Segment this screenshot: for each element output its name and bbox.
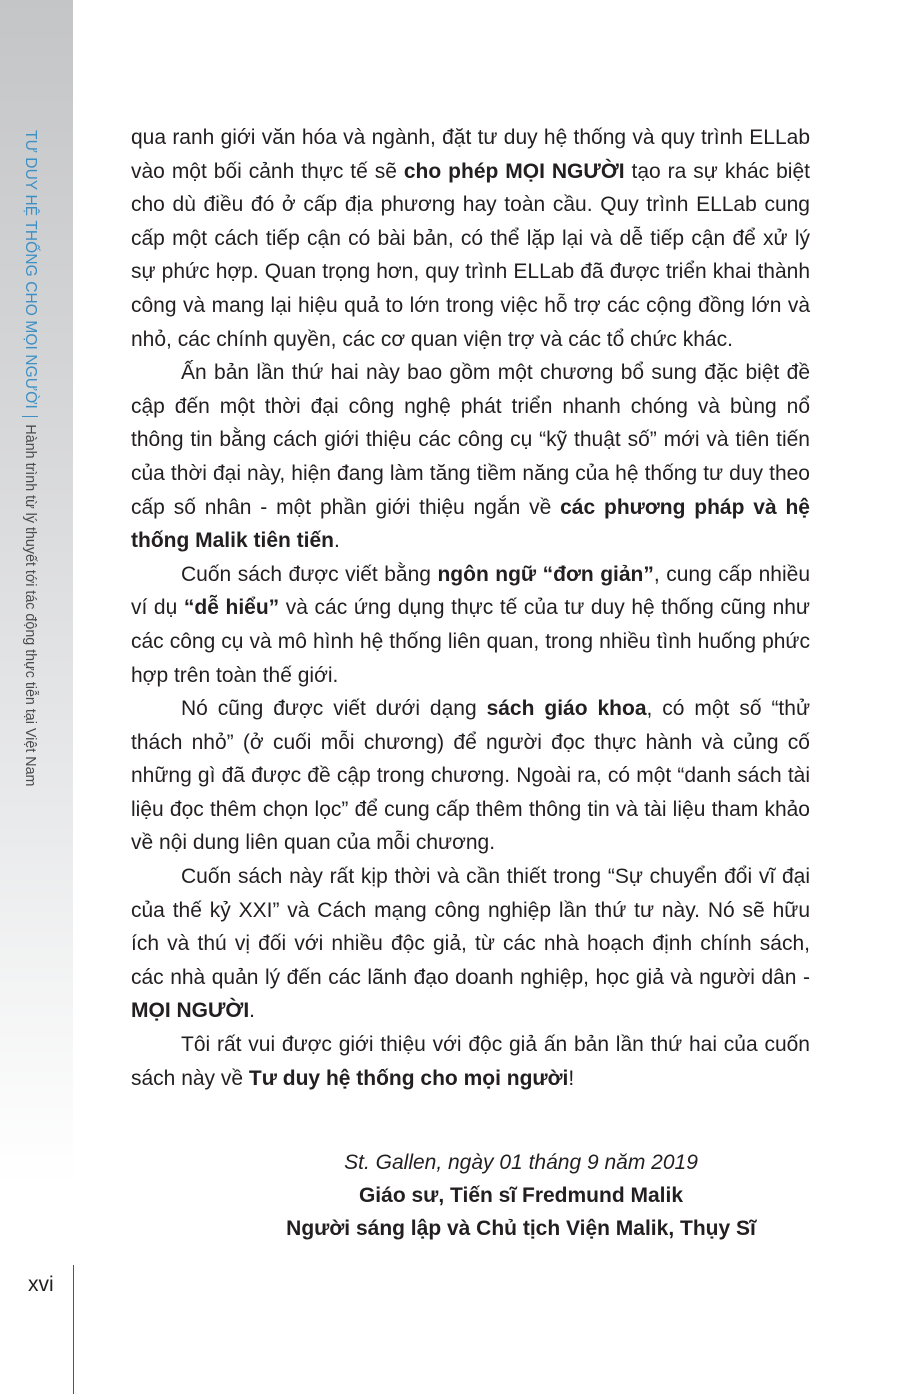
signature-role: Người sáng lập và Chủ tịch Viện Malik, Thụy Sĩ [286,1217,756,1240]
text-run: Nó cũng được viết dưới dạng [181,697,487,721]
bold-text: Tư duy hệ thống cho mọi người [248,1066,569,1090]
bold-text: “dễ hiểu” [183,596,280,620]
text-run: , cung cấp nhiều ví dụ [131,562,810,620]
running-head-separator [22,416,38,418]
margin-rule [73,1265,74,1394]
bold-text: các phương pháp và hệ thống Malik tiên tiến [131,495,810,553]
bold-text: ngôn ngữ “đơn giản” [437,562,654,586]
running-head [10,130,50,890]
text-run: ! [568,1066,575,1090]
signature-name: Giáo sư, Tiến sĩ Fredmund Malik [358,1184,684,1207]
paragraph [131,558,810,692]
text-run: . [249,999,256,1023]
text-run: Tôi rất vui được giới thiệu với độc giả ấn bản lần thứ hai của cuốn sách này về [131,1033,810,1090]
signature-place-date: St. Gallen, ngày 01 tháng 9 năm 2019 [344,1151,698,1174]
paragraph [131,121,810,356]
text-run: tạo ra sự khác biệt cho dù điều đó ở cấp địa phương hay toàn cầu. Quy trình ELLab cung cấp một cách tiếp cận có bài bản, có thể lặp lại và dễ tiếp cận để xử lý sự phức hợp. Quan trọng hơn, quy trình ELLab đã được triển khai thành công và mang lại hiệu quả to lớn trong việc hỗ trợ các cộng đồng lớn và nhỏ, các chính quyền, các cơ quan viện trợ và các tổ chức khác. [131,159,810,351]
text-run: . [334,529,340,553]
text-run: , có một số “thử thách nhỏ” (ở cuối mỗi chương) để người đọc thực hành và củng cố những gì đã được đề cập trong chương. Ngoài ra, có một “danh sách tài liệu đọc thêm chọn lọc” để cung cấp thêm thông tin và tài liệu tham khảo về nội dung liên quan của mỗi chương. [131,697,811,855]
text-run: Ấn bản lần thứ hai này bao gồm một chương bổ sung đặc biệt đề cập đến một thời đại công nghệ phát triển nhanh chóng và bùng nổ thông tin bằng cách giới thiệu các công cụ “kỹ thuật số” mới và tiên tiến của thời đại này, hiện đang làm tăng tiềm năng của hệ thống tư duy theo cấp số nhân - một phần giới thiệu ngắn về [131,361,810,519]
book-subtitle: Hành trình từ lý thuyết tới tác động thực tiễn tại Việt Nam [22,424,38,787]
paragraph [131,1028,810,1095]
paragraph [131,692,810,860]
bold-text: sách giáo khoa [486,697,647,721]
signature-block [131,1146,911,1245]
bold-text: MỌI NGƯỜI [131,999,250,1023]
body-text [131,121,810,1095]
bold-text: cho phép MỌI NGƯỜI [403,159,625,183]
text-run: qua ranh giới văn hóa và ngành, đặt tư duy hệ thống và quy trình ELLab vào một bối cảnh thực tế sẽ [131,126,810,183]
text-run: và các ứng dụng thực tế của tư duy hệ thống cũng như các công cụ và mô hình hệ thống liên quan, trong nhiều tình huống phức hợp trên toàn thế giới. [131,596,810,687]
paragraph [131,860,810,1028]
paragraph [131,356,810,558]
page-number: xvi [28,1273,54,1296]
text-run: Cuốn sách được viết bằng [181,562,438,586]
series-title: TƯ DUY HỆ THỐNG CHO MỌI NGƯỜI [22,130,39,409]
text-run: Cuốn sách này rất kịp thời và cần thiết trong “Sự chuyển đổi vĩ đại của thế kỷ XXI” và Cách mạng công nghiệp lần thứ tư này. Nó sẽ hữu ích và thú vị đối với nhiều độc giả, từ các nhà hoạch định chính sách, các nhà quản lý đến các lãnh đạo doanh nghiệp, học giả và người dân - [131,865,810,989]
